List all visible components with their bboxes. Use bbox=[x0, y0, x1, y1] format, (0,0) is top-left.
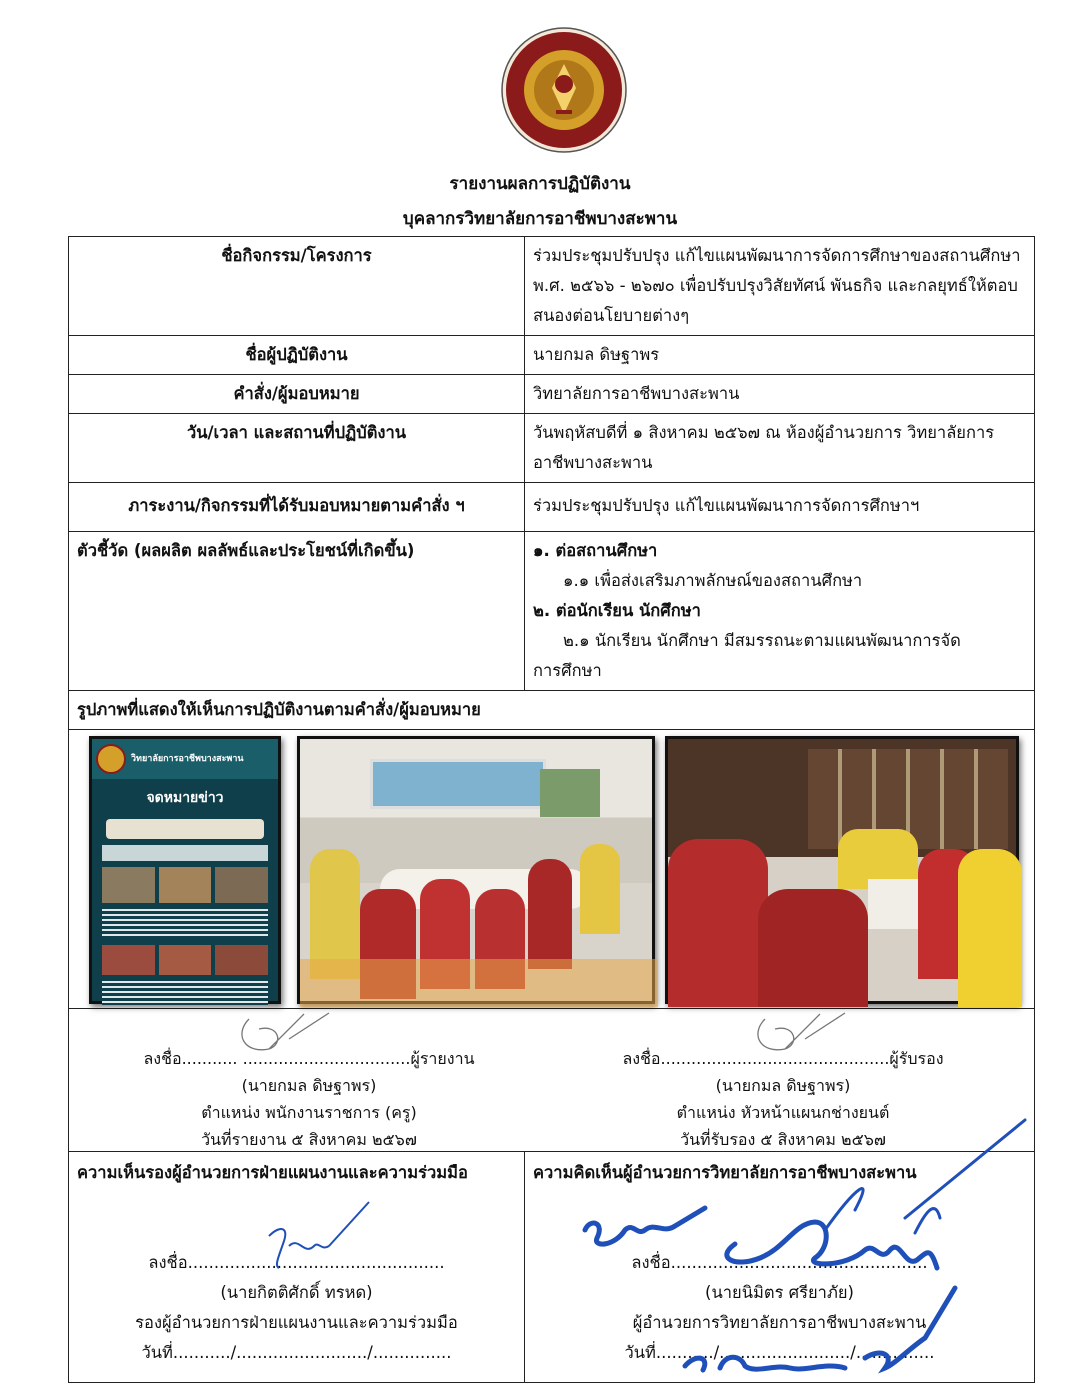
indicator-2-1-cont: การศึกษา bbox=[533, 661, 602, 680]
deputy-opinion-heading: ความเห็นรองผู้อำนวยการฝ่ายแผนงานและความร่วมมือ bbox=[77, 1163, 468, 1182]
director-sign-line: ลงชื่อ................................................. bbox=[631, 1253, 928, 1272]
indicator-1-1: ๑.๑ เพื่อส่งเสริมภาพลักษณ์ของสถานศึกษา bbox=[563, 571, 863, 590]
indicator-1-heading: ๑. ต่อสถานศึกษา bbox=[533, 541, 658, 560]
newsletter-heading: จดหมายข่าว bbox=[146, 790, 224, 806]
report-title: รายงานผลการปฏิบัติงาน bbox=[449, 174, 631, 194]
college-seal-logo bbox=[500, 26, 628, 154]
task-value: ร่วมประชุมปรับปรุง แก้ไขแผนพัฒนาการจัดการศึกษาฯ bbox=[525, 483, 1035, 532]
datetime-value: วันพฤหัสบดีที่ ๑ สิงหาคม ๒๕๖๗ ณ ห้องผู้อำนวยการ วิทยาลัยการอาชีพบางสะพาน bbox=[525, 414, 1035, 483]
photos-label-row bbox=[69, 691, 1035, 730]
deputy-sign-line: ลงชื่อ................................................. bbox=[148, 1253, 445, 1272]
certifier-name: (นายกมล ดิษฐาพร) bbox=[715, 1076, 851, 1095]
signatures-cell bbox=[69, 1009, 1035, 1152]
reporter-position: ตำแหน่ง พนักงานราชการ (ครู) bbox=[201, 1103, 417, 1122]
order-value: วิทยาลัยการอาชีพบางสะพาน bbox=[525, 375, 1035, 414]
performer-row bbox=[69, 336, 1035, 375]
deputy-name: (นายกิตติศักดิ์ ทรหด) bbox=[220, 1283, 373, 1302]
signatures-row bbox=[69, 1009, 1035, 1152]
meeting-photo-1 bbox=[297, 736, 655, 1004]
director-name: (นายนิมิตร ศรียาภัย) bbox=[705, 1283, 854, 1302]
deputy-date: วันที่.........../........................./............... bbox=[141, 1343, 452, 1362]
director-position: ผู้อำนวยการวิทยาลัยการอาชีพบางสะพาน bbox=[632, 1313, 927, 1332]
order-label: คำสั่ง/ผู้มอบหมาย bbox=[69, 375, 525, 414]
newsletter-college: วิทยาลัยการอาชีพบางสะพาน bbox=[131, 754, 244, 764]
photos-cell bbox=[69, 730, 1035, 1028]
newsletter-photo bbox=[89, 736, 281, 1028]
order-row bbox=[69, 375, 1035, 414]
photos-label: รูปภาพที่แสดงให้เห็นการปฏิบัติงานตามคำสั่ง/ผู้มอบหมาย bbox=[69, 691, 1035, 730]
task-label: ภาระงาน/กิจกรรมที่ได้รับมอบหมายตามคำสั่ง ฯ bbox=[69, 483, 525, 532]
college-emblem-icon bbox=[96, 744, 126, 774]
task-row bbox=[69, 483, 1035, 532]
indicator-label: ตัวชี้วัด (ผลผลิต ผลลัพธ์และประโยชน์ที่เกิดขึ้น) bbox=[69, 532, 525, 691]
deputy-opinion-cell bbox=[69, 1152, 525, 1383]
indicator-2-heading: ๒. ต่อนักเรียน นักศึกษา bbox=[533, 601, 701, 620]
certifier-position: ตำแหน่ง หัวหน้าแผนกช่างยนต์ bbox=[676, 1103, 890, 1122]
director-signature-block bbox=[525, 1248, 1034, 1368]
reporter-name: (นายกมล ดิษฐาพร) bbox=[241, 1076, 377, 1095]
opinions-row bbox=[69, 1152, 1035, 1383]
director-date: วันที่.........../........................./............... bbox=[624, 1343, 935, 1362]
activity-row bbox=[69, 237, 1035, 336]
certifier-date: วันที่รับรอง ๕ สิงหาคม ๒๕๖๗ bbox=[680, 1130, 886, 1149]
reporter-date: วันที่รายงาน ๕ สิงหาคม ๒๕๖๗ bbox=[201, 1130, 417, 1149]
certifier-sign-line: ลงชื่อ.............................................ผู้รับรอง bbox=[622, 1049, 944, 1068]
newsletter-footer: "มีดนตรี มีความสุข" bbox=[149, 1019, 221, 1028]
photos-row bbox=[69, 730, 1035, 1009]
director-opinion-cell bbox=[525, 1152, 1035, 1383]
indicator-value bbox=[525, 532, 1035, 691]
indicator-2-1: ๒.๑ นักเรียน นักศึกษา มีสมรรถนะตามแผนพัฒนาการจัด bbox=[563, 631, 961, 650]
performer-value: นายกมล ดิษฐาพร bbox=[525, 336, 1035, 375]
datetime-label: วัน/เวลา และสถานที่ปฏิบัติงาน bbox=[69, 414, 525, 483]
reporter-sign-line: ลงชื่อ........... .................................ผู้รายงาน bbox=[143, 1049, 475, 1068]
meeting-photo-2 bbox=[665, 736, 1019, 1004]
performer-label: ชื่อผู้ปฏิบัติงาน bbox=[69, 336, 525, 375]
deputy-position: รองผู้อำนวยการฝ่ายแผนงานและความร่วมมือ bbox=[135, 1313, 458, 1332]
director-opinion-heading: ความคิดเห็นผู้อำนวยการวิทยาลัยการอาชีพบางสะพาน bbox=[533, 1163, 917, 1182]
report-subtitle: บุคลากรวิทยาลัยการอาชีพบางสะพาน bbox=[402, 209, 678, 229]
activity-value: ร่วมประชุมปรับปรุง แก้ไขแผนพัฒนาการจัดการศึกษาของสถานศึกษา พ.ศ. ๒๕๖๖ - ๒๖๗๐ เพื่อปรับปรุงวิสัยทัศน์ พันธกิจ และกลยุทธ์ให้ตอบสนองต่อนโยบายต่างๆ bbox=[525, 237, 1035, 336]
report-table bbox=[68, 236, 1035, 1383]
activity-label: ชื่อกิจกรรม/โครงการ bbox=[69, 237, 525, 336]
deputy-signature-block bbox=[69, 1248, 524, 1368]
datetime-row bbox=[69, 414, 1035, 483]
indicator-row bbox=[69, 532, 1035, 691]
reporter-signature-block bbox=[69, 1045, 549, 1153]
certifier-signature-block bbox=[543, 1045, 1023, 1153]
